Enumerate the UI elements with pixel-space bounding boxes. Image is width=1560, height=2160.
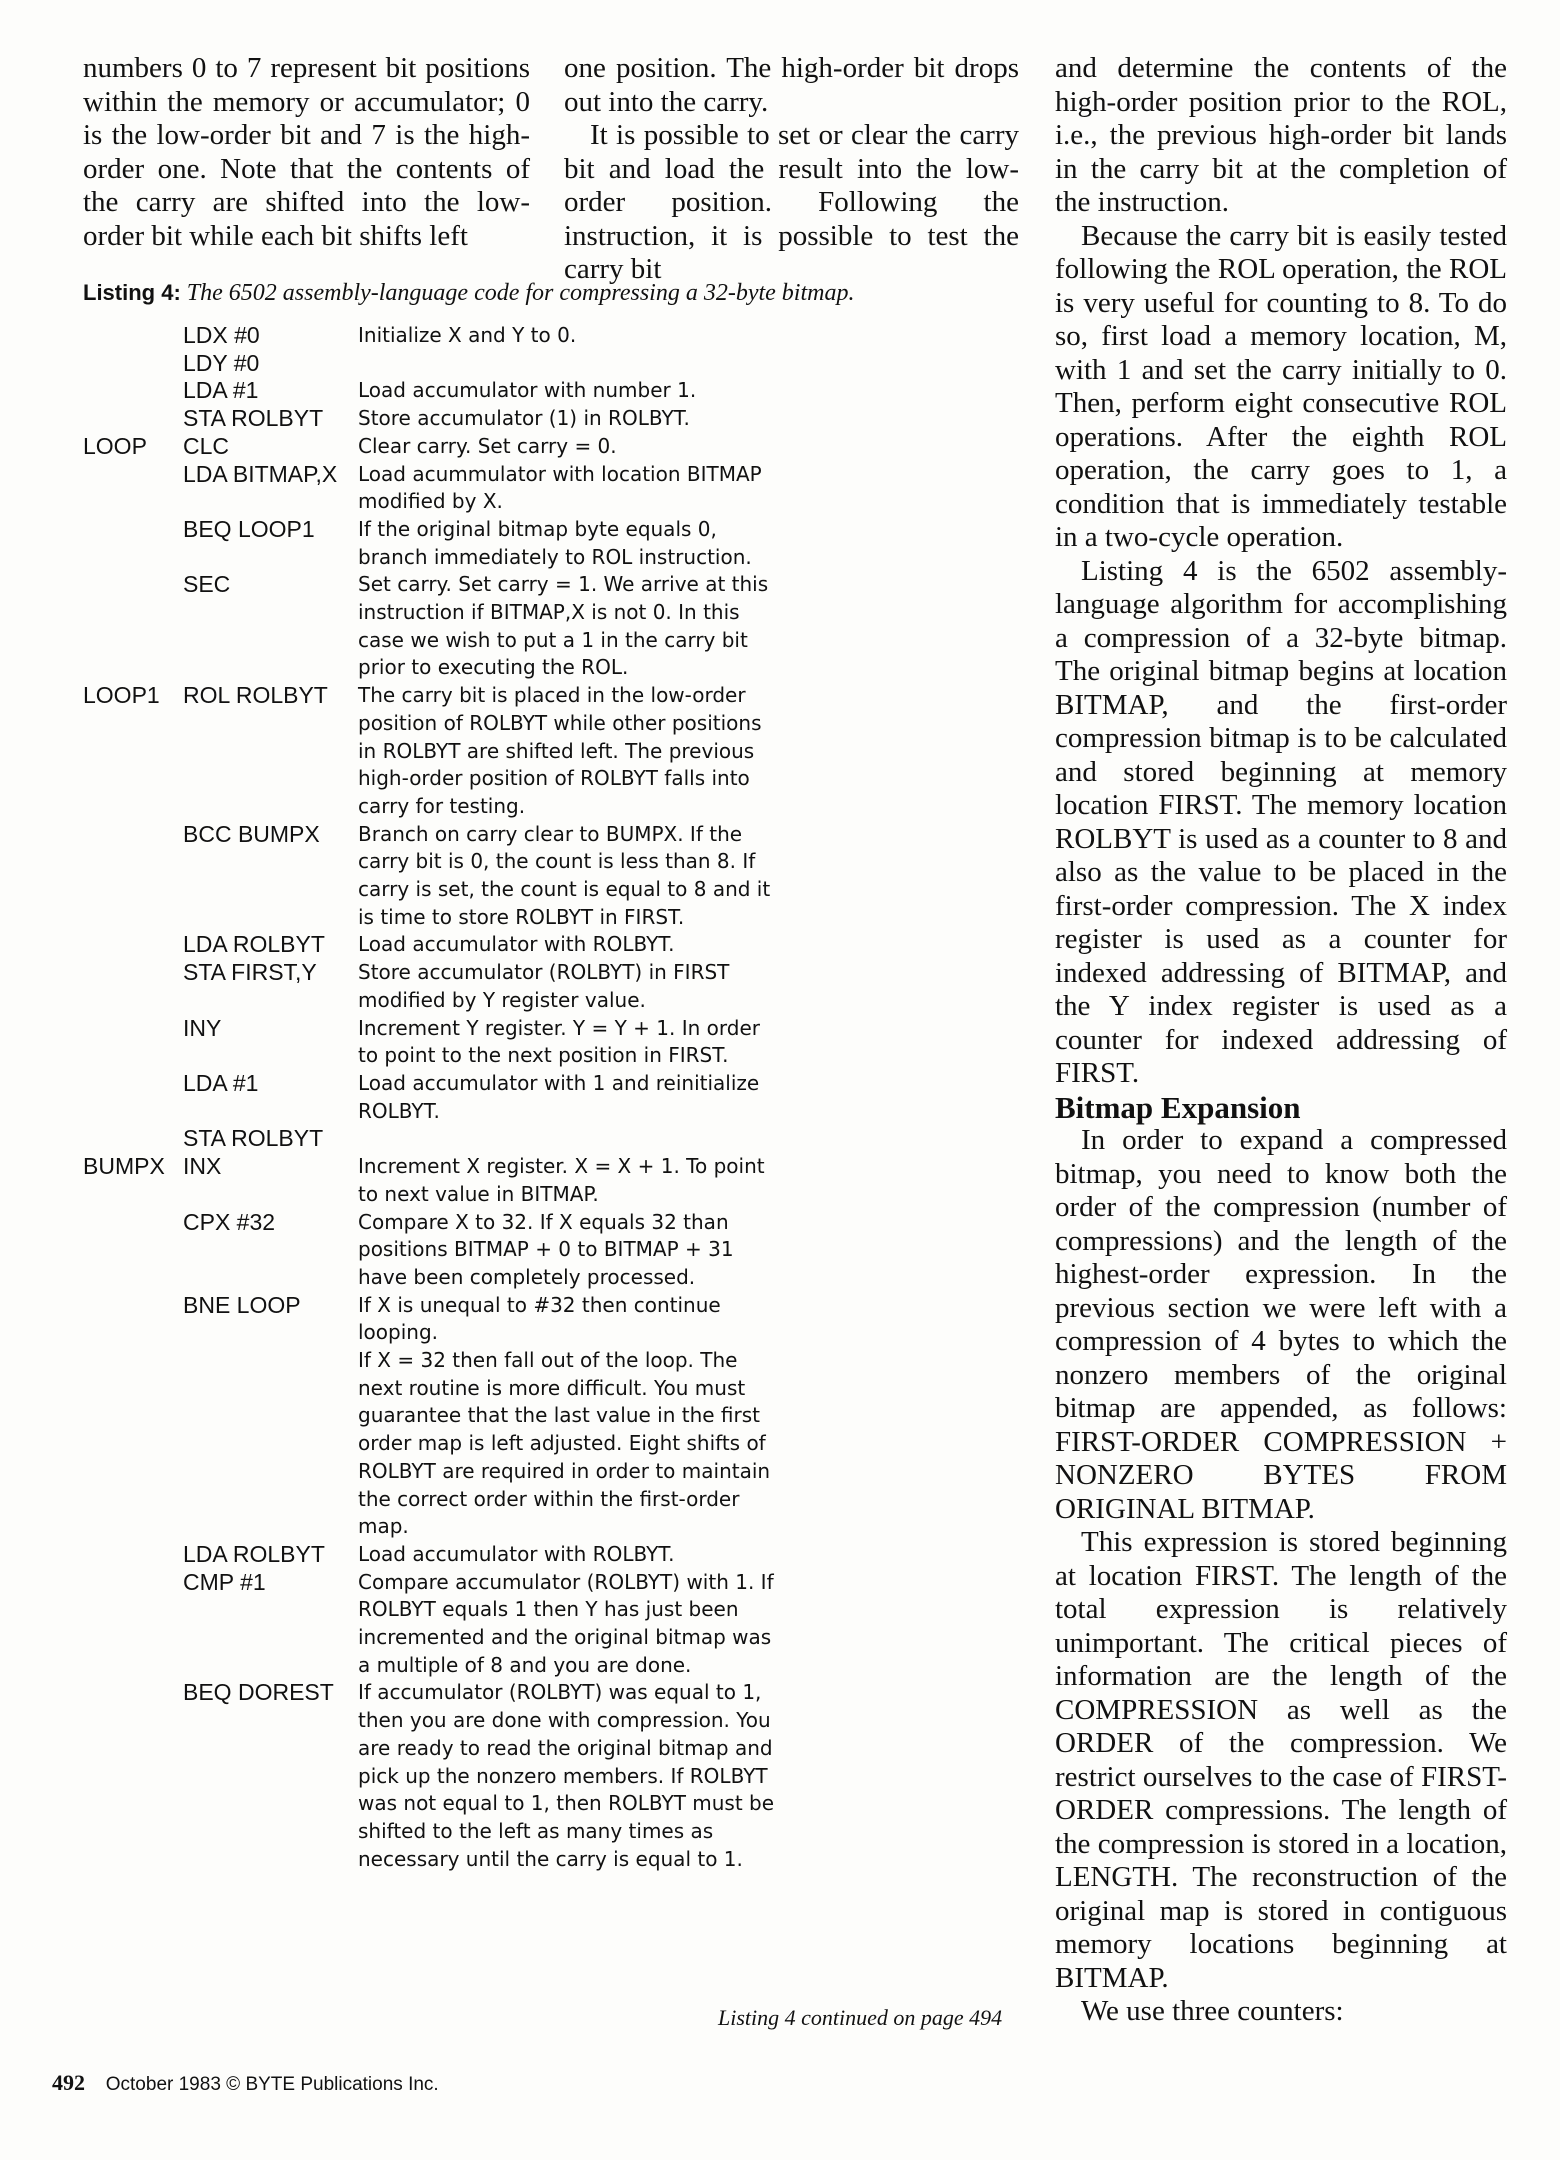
listing-label — [83, 1292, 183, 1347]
listing-row — [83, 1347, 1013, 1541]
caption-text: The 6502 assembly-language code for compressing a 32-byte bitmap. — [186, 280, 855, 306]
listing-label — [83, 1070, 183, 1125]
listing-instruction: LDA #1 — [183, 377, 259, 404]
listing-comment: Initialize X and Y to 0. — [358, 323, 577, 347]
listing-comment: Load accumulator with 1 and reinitialize ROLBYT. — [358, 1070, 760, 1123]
listing-row — [83, 433, 1013, 461]
listing-comment: Load accumulator with number 1. — [358, 378, 697, 403]
listing-label — [83, 931, 183, 959]
listing-label — [83, 1569, 183, 1680]
listing-instruction: SEC — [183, 571, 231, 598]
listing-label — [83, 516, 183, 571]
listing-instruction: CMP #1 — [183, 1568, 266, 1595]
listing-label — [83, 405, 183, 433]
page-number: 492 — [52, 2070, 85, 2095]
listing-comment: Load acummulator with location BITMAP modified by X. — [358, 461, 762, 514]
paragraph: and determine the contents of the high-order position prior to the ROL, i.e., the previous high-order bit lands in the carry bit at the completion of the instruction. — [1055, 52, 1507, 218]
listing-label — [83, 571, 183, 682]
caption-label: Listing 4: — [83, 280, 181, 305]
listing-label — [83, 461, 183, 516]
listing-instruction: STA ROLBYT — [183, 1125, 324, 1152]
listing-instruction: LDY #0 — [183, 349, 260, 376]
listing-label — [83, 322, 183, 350]
listing-label — [83, 1209, 183, 1292]
listing-comment: Load accumulator with ROLBYT. — [358, 1541, 675, 1566]
listing-row — [83, 1541, 1013, 1569]
listing-row — [83, 1015, 1013, 1070]
publication-info: October 1983 © BYTE Publications Inc. — [105, 2074, 439, 2095]
listing-row — [83, 571, 1013, 682]
listing-comment: Increment Y register. Y = Y + 1. In order to point to the next position in FIRST. — [358, 1015, 760, 1068]
listing-label: LOOP — [83, 432, 147, 459]
paragraph: Because the carry bit is easily tested following the ROL operation, the ROL is very useful for counting to 8. To do so, first load a memory location, M, with 1 and set the carry initially to 0. Then, perform eight consecutive ROL operations. After the eighth ROL operation, the carry goes to 1, a condition that is immediately testable in a two-cycle operation. — [1055, 219, 1507, 553]
listing-row — [83, 931, 1013, 959]
listing-comment: Increment X register. X = X + 1. To point to next value in BITMAP. — [358, 1154, 765, 1206]
listing-label — [83, 350, 183, 378]
listing-label — [83, 377, 183, 405]
paragraph: It is possible to set or clear the carry bit and load the result into the low-order position. Following the instruction, it is possible to test the carry bit — [564, 119, 1019, 285]
listing-instruction: LDA ROLBYT — [183, 1540, 325, 1567]
listing-label — [83, 1347, 183, 1541]
listing-instruction: BEQ DOREST — [183, 1679, 334, 1706]
listing-row — [83, 1070, 1013, 1125]
listing-row — [83, 377, 1013, 405]
listing-instruction: BNE LOOP — [183, 1291, 301, 1318]
listing-caption — [83, 280, 854, 307]
listing-row — [83, 1153, 1013, 1208]
listing-instruction: INY — [183, 1014, 222, 1041]
paragraph: Listing 4 is the 6502 assembly-language algorithm for accomplishing a compression of a 32-byte bitmap. The original bitmap begins at location BITMAP, and the first-order compression bitmap is to be calculated and stored beginning at memory location FIRST. The memory location ROLBYT is used as a counter to 8 and also as the value to be placed in the first-order compression. The X index register is used as a counter for indexed addressing of BITMAP, and the Y index register is used as a counter for indexed addressing of FIRST. — [1055, 554, 1507, 1089]
listing-instruction: STA ROLBYT — [183, 405, 324, 432]
listing-comment: Compare X to 32. If X equals 32 than positions BITMAP + 0 to BITMAP + 31 have been completely processed. — [358, 1209, 734, 1289]
listing-label — [83, 1679, 183, 1873]
listing-instruction: CPX #32 — [183, 1208, 276, 1235]
paragraph: In order to expand a compressed bitmap, you need to know both the order of the compression (number of compressions) and the length of the highest-order expression. In the previous section we were left with a compression of 4 bytes to which the nonzero members of the original bitmap are appended, as follows: FIRST-ORDER COMPRESSION + NONZERO BYTES FROM ORIGINAL BITMAP. — [1055, 1124, 1507, 1525]
listing-row — [83, 461, 1013, 516]
listing-comment: Compare accumulator (ROLBYT) with 1. If ROLBYT equals 1 then Y has just been incremented and the original bitmap was a multiple of 8 and you are done. — [358, 1569, 774, 1677]
listing-instruction: CLC — [183, 432, 230, 459]
listing-label — [83, 1015, 183, 1070]
listing-instruction: INX — [183, 1153, 222, 1180]
listing-label — [83, 959, 183, 1014]
listing-comment: If the original bitmap byte equals 0, branch immediately to ROL instruction. — [358, 516, 752, 569]
listing-instruction: BCC BUMPX — [183, 820, 320, 847]
listing-row — [83, 1292, 1013, 1347]
listing-comment: Branch on carry clear to BUMPX. If the carry bit is 0, the count is less than 8. If carry is set, the count is equal to 8 and it is time to store ROLBYT in FIRST. — [358, 821, 771, 929]
paragraph: This expression is stored beginning at location FIRST. The length of the total expression is relatively unimportant. The critical pieces of information are the length of the COMPRESSION as well as the ORDER of the compression. We restrict ourselves to the case of FIRST-ORDER compressions. The length of the compression is stored in a location, LENGTH. The reconstruction of the original map is stored in contiguous memory locations beginning at BITMAP. — [1055, 1526, 1507, 1994]
paragraph: numbers 0 to 7 represent bit positions within the memory or accumulator; 0 is the low-order bit and 7 is the high-order one. Note that the contents of the carry are shifted into the low-order bit while each bit shifts left — [83, 52, 530, 252]
listing-row — [83, 322, 1013, 350]
code-listing — [83, 322, 1013, 1873]
listing-row — [83, 1125, 1013, 1153]
text-column-2 — [564, 52, 1019, 287]
listing-comment: If X = 32 then fall out of the loop. The next routine is more difficult. You must guarantee that the last value in the first order map is left adjusted. Eight shifts of ROLBYT are required in order to maintain the correct order within the first-order map. — [358, 1348, 771, 1539]
listing-instruction: BEQ LOOP1 — [183, 515, 315, 542]
listing-row — [83, 1209, 1013, 1292]
listing-row — [83, 1569, 1013, 1680]
listing-comment: Store accumulator (ROLBYT) in FIRST modified by Y register value. — [358, 960, 730, 1012]
listing-row — [83, 821, 1013, 932]
listing-row — [83, 1679, 1013, 1873]
listing-instruction: ROL ROLBYT — [183, 682, 328, 709]
paragraph: We use three counters: — [1081, 1995, 1344, 2027]
listing-instruction: LDA ROLBYT — [183, 931, 325, 958]
listing-comment: The carry bit is placed in the low-order position of ROLBYT while other positions in ROLBYT are shifted left. The previous high-order position of ROLBYT falls into carry for testing. — [358, 683, 762, 818]
listing-comment: If accumulator (ROLBYT) was equal to 1, then you are done with compression. You are ready to read the original bitmap and pick up the nonzero members. If ROLBYT was not equal to 1, then ROLBYT must be shifted to the left as many times as necessary until the carry is equal to 1. — [358, 1680, 775, 1871]
listing-comment: If X is unequal to #32 then continue looping. — [358, 1292, 721, 1345]
listing-comment — [358, 1125, 778, 1153]
listing-comment — [358, 350, 778, 378]
listing-row — [83, 405, 1013, 433]
listing-instruction: LDA #1 — [183, 1069, 259, 1096]
text-column-1 — [83, 52, 530, 253]
listing-instruction: LDX #0 — [183, 322, 260, 348]
listing-label: BUMPX — [83, 1153, 165, 1180]
text-column-3 — [1055, 52, 1507, 2029]
page-footer — [52, 2070, 439, 2096]
listing-comment: Load accumulator with ROLBYT. — [358, 932, 675, 957]
listing-comment: Clear carry. Set carry = 0. — [358, 433, 617, 458]
listing-comment: Set carry. Set carry = 1. We arrive at this instruction if BITMAP,X is not 0. In this case we wish to put a 1 in the carry bit prior to executing the ROL. — [358, 572, 769, 680]
listing-label — [83, 1125, 183, 1153]
listing-row — [83, 516, 1013, 571]
listing-label — [83, 821, 183, 932]
paragraph: one position. The high-order bit drops out into the carry. — [564, 52, 1019, 118]
listing-comment: Store accumulator (1) in ROLBYT. — [358, 406, 690, 431]
continued-note: Listing 4 continued on page 494 — [718, 2005, 1003, 2030]
listing-instruction: LDA BITMAP,X — [183, 460, 338, 487]
listing-label: LOOP1 — [83, 682, 160, 709]
listing-row — [83, 959, 1013, 1014]
section-heading: Bitmap Expansion — [1055, 1089, 1301, 1125]
listing-instruction — [183, 1347, 358, 1541]
listing-label — [83, 1541, 183, 1569]
listing-row — [83, 350, 1013, 378]
listing-instruction: STA FIRST,Y — [183, 959, 317, 986]
listing-row — [83, 682, 1013, 821]
